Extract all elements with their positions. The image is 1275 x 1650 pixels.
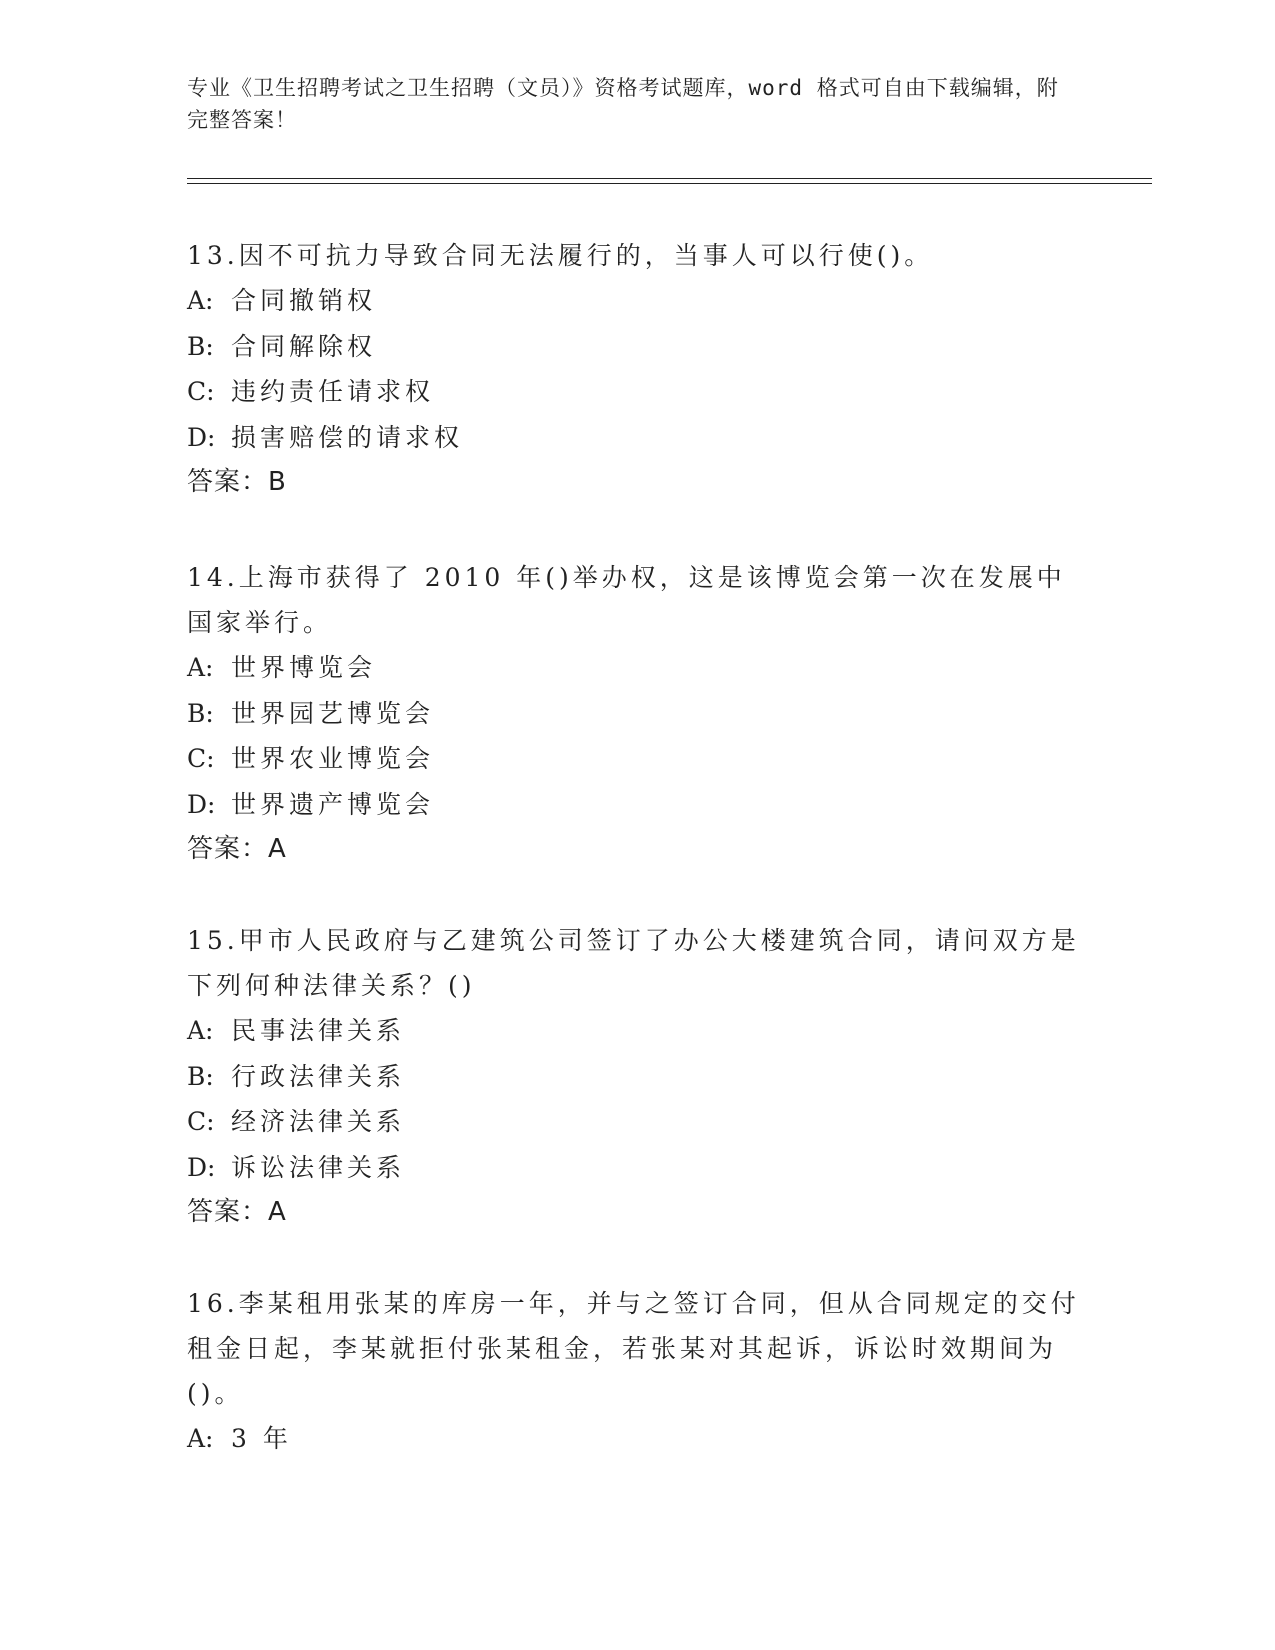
option-letter: B: [187,1061,214,1091]
question-stem: 14.上海市获得了 2010 年()举办权，这是该博览会第一次在发展中国家举行。 [187,563,1066,637]
option-text: 合同撤销权 [231,286,377,315]
header-divider-bottom [187,183,1152,184]
option-letter: C: [187,744,215,773]
option-text: 世界农业博览会 [231,744,435,773]
option-text: 合同解除权 [231,331,377,361]
option-letter: A: [187,1016,214,1045]
option-text: 民事法律关系 [231,1016,406,1045]
option-text: 损害赔偿的请求权 [231,422,464,452]
option-letter: A: [187,1424,214,1453]
option-text: 世界园艺博览会 [231,698,435,728]
option-text: 3 年 [231,1424,292,1453]
question-16 [187,1281,1087,1462]
question-15 [187,918,1087,1235]
option-letter: A: [187,286,214,315]
option-text: 经济法律关系 [231,1107,406,1136]
option-letter: D: [187,789,216,819]
option-c [187,1099,1087,1145]
option-c [187,736,1087,782]
option-c [187,369,1087,415]
question-14 [187,555,1087,872]
option-letter: B: [187,331,214,361]
option-letter: D: [187,1152,216,1182]
question-stem: 15.甲市人民政府与乙建筑公司签订了办公大楼建筑合同，请问双方是下列何种法律关系？() [187,926,1080,1000]
option-a [187,1416,1087,1462]
option-a [187,278,1087,324]
option-text: 世界遗产博览会 [231,789,435,819]
option-letter: B: [187,698,214,728]
option-d [187,782,1087,828]
answer-line: 答案：B [187,467,287,497]
question-stem: 13.因不可抗力导致合同无法履行的，当事人可以行使()。 [187,241,934,270]
answer-line: 答案：A [187,834,287,864]
option-text: 世界博览会 [231,653,377,682]
option-text: 诉讼法律关系 [231,1152,406,1182]
option-text: 违约责任请求权 [231,377,435,406]
option-text: 行政法律关系 [231,1061,406,1091]
option-b [187,691,1087,737]
option-a [187,645,1087,691]
question-13 [187,233,1087,505]
option-b [187,1054,1087,1100]
document-header: 专业《卫生招聘考试之卫生招聘（文员）》资格考试题库，word 格式可自由下载编辑，附完整答案！ [187,76,1059,132]
option-b [187,324,1087,370]
answer-line: 答案：A [187,1197,287,1227]
header-divider-top [187,178,1152,179]
option-letter: A: [187,653,214,682]
option-letter: D: [187,422,216,452]
option-a [187,1008,1087,1054]
option-d [187,1145,1087,1191]
option-d [187,415,1087,461]
option-letter: C: [187,1107,215,1136]
option-letter: C: [187,377,215,406]
question-stem: 16.李某租用张某的库房一年，并与之签订合同，但从合同规定的交付租金日起，李某就拒付张某租金，若张某对其起诉，诉讼时效期间为()。 [187,1289,1080,1408]
